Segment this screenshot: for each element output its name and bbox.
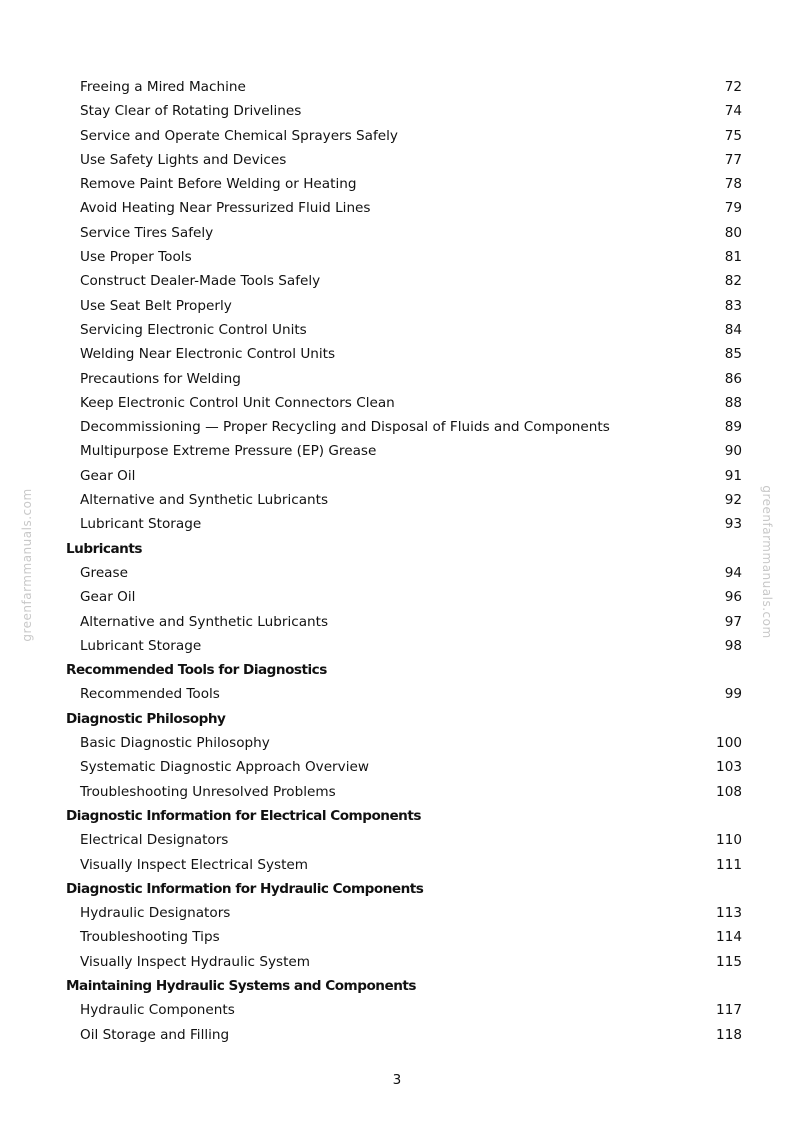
toc-page-number: 84 bbox=[724, 321, 742, 338]
toc-entry-title: Multipurpose Extreme Pressure (EP) Grease bbox=[80, 443, 377, 460]
toc-entry-title: Oil Storage and Filling bbox=[80, 1026, 230, 1043]
toc-page-number: 99 bbox=[724, 686, 742, 703]
toc-entry-title: Gear Oil bbox=[80, 589, 136, 606]
toc-section-title: Diagnostic Philosophy bbox=[66, 710, 226, 727]
toc-entry-title: Recommended Tools bbox=[80, 686, 220, 703]
toc-page-number: 90 bbox=[724, 443, 742, 460]
toc-entry[interactable] bbox=[0, 415, 794, 439]
toc-entry[interactable] bbox=[0, 75, 794, 99]
toc-entry-title: Lubricant Storage bbox=[80, 637, 202, 654]
toc-page-number: 117 bbox=[716, 1002, 742, 1019]
toc-entry-title: Hydraulic Designators bbox=[80, 905, 231, 922]
toc-section-title: Lubricants bbox=[66, 540, 142, 557]
toc-entry[interactable] bbox=[0, 950, 794, 974]
toc-entry[interactable] bbox=[0, 610, 794, 634]
toc-entry-title: Use Safety Lights and Devices bbox=[80, 151, 287, 168]
toc-entry[interactable] bbox=[0, 634, 794, 658]
toc-entry-title: Construct Dealer-Made Tools Safely bbox=[80, 273, 321, 290]
toc-entry[interactable] bbox=[0, 464, 794, 488]
toc-page-number: 100 bbox=[716, 735, 742, 752]
toc-entry[interactable] bbox=[0, 391, 794, 415]
toc-entry-title: Troubleshooting Unresolved Problems bbox=[80, 783, 336, 800]
toc-entry-title: Visually Inspect Electrical System bbox=[80, 856, 309, 873]
toc-entry-title: Remove Paint Before Welding or Heating bbox=[80, 176, 357, 193]
toc-section-title: Recommended Tools for Diagnostics bbox=[66, 662, 327, 679]
toc-page-number: 86 bbox=[724, 370, 742, 387]
toc-section-title: Diagnostic Information for Electrical Components bbox=[66, 807, 421, 824]
toc-entry[interactable] bbox=[0, 221, 794, 245]
toc-entry[interactable] bbox=[0, 1023, 794, 1047]
toc-page-number: 85 bbox=[724, 346, 742, 363]
toc-section-heading[interactable] bbox=[0, 658, 794, 682]
toc-entry-title: Alternative and Synthetic Lubricants bbox=[80, 613, 329, 630]
toc-page-number: 110 bbox=[716, 832, 742, 849]
toc-entry-title: Basic Diagnostic Philosophy bbox=[80, 735, 270, 752]
toc-entry-title: Visually Inspect Hydraulic System bbox=[80, 953, 311, 970]
toc-page-number: 77 bbox=[724, 151, 742, 168]
page-number: 3 bbox=[392, 1072, 402, 1088]
toc-page-number: 78 bbox=[724, 176, 742, 193]
toc-page-number: 118 bbox=[716, 1026, 742, 1043]
toc-page-number: 81 bbox=[724, 249, 742, 266]
toc-entry[interactable] bbox=[0, 512, 794, 536]
toc-page-number: 93 bbox=[724, 516, 742, 533]
toc-entry[interactable] bbox=[0, 998, 794, 1022]
toc-entry[interactable] bbox=[0, 342, 794, 366]
toc-entry[interactable] bbox=[0, 925, 794, 949]
toc-entry[interactable] bbox=[0, 780, 794, 804]
toc-entry[interactable] bbox=[0, 196, 794, 220]
toc-entry[interactable] bbox=[0, 682, 794, 706]
toc-entry-title: Systematic Diagnostic Approach Overview bbox=[80, 759, 369, 776]
toc-section-heading[interactable] bbox=[0, 537, 794, 561]
toc-entry[interactable] bbox=[0, 367, 794, 391]
toc-entry-title: Service and Operate Chemical Sprayers Safely bbox=[80, 127, 398, 144]
toc-page-number: 111 bbox=[716, 856, 742, 873]
toc-section-heading[interactable] bbox=[0, 707, 794, 731]
toc-entry[interactable] bbox=[0, 901, 794, 925]
toc-page-number: 79 bbox=[724, 200, 742, 217]
toc-entry[interactable] bbox=[0, 124, 794, 148]
toc-entry-title: Alternative and Synthetic Lubricants bbox=[80, 492, 329, 509]
toc-page-number: 115 bbox=[716, 953, 742, 970]
toc-entry-title: Lubricant Storage bbox=[80, 516, 202, 533]
toc-page-number: 80 bbox=[724, 224, 742, 241]
toc-entry-title: Precautions for Welding bbox=[80, 370, 241, 387]
toc-section-title: Diagnostic Information for Hydraulic Components bbox=[66, 880, 424, 897]
toc-page-number: 89 bbox=[724, 419, 742, 436]
toc-section-heading[interactable] bbox=[0, 877, 794, 901]
toc-page-number: 96 bbox=[724, 589, 742, 606]
toc-entry-title: Electrical Designators bbox=[80, 832, 229, 849]
toc-entry[interactable] bbox=[0, 731, 794, 755]
toc-page-number: 92 bbox=[724, 492, 742, 509]
toc-page-number: 113 bbox=[716, 905, 742, 922]
table-of-contents bbox=[0, 75, 794, 1047]
toc-entry-title: Troubleshooting Tips bbox=[80, 929, 220, 946]
watermark-left: greenfarmmanuals.com bbox=[20, 488, 34, 642]
toc-page-number: 94 bbox=[724, 564, 742, 581]
toc-entry-title: Grease bbox=[80, 564, 128, 581]
toc-page-number: 114 bbox=[716, 929, 742, 946]
toc-page-number: 108 bbox=[716, 783, 742, 800]
toc-entry[interactable] bbox=[0, 439, 794, 463]
toc-page-number: 91 bbox=[724, 467, 742, 484]
toc-section-heading[interactable] bbox=[0, 804, 794, 828]
toc-entry[interactable] bbox=[0, 269, 794, 293]
toc-section-heading[interactable] bbox=[0, 974, 794, 998]
toc-entry-title: Servicing Electronic Control Units bbox=[80, 321, 307, 338]
toc-entry[interactable] bbox=[0, 99, 794, 123]
toc-entry[interactable] bbox=[0, 561, 794, 585]
toc-entry-title: Use Proper Tools bbox=[80, 249, 192, 266]
toc-page-number: 75 bbox=[724, 127, 742, 144]
toc-entry-title: Hydraulic Components bbox=[80, 1002, 235, 1019]
toc-entry[interactable] bbox=[0, 853, 794, 877]
toc-entry[interactable] bbox=[0, 755, 794, 779]
toc-page-number: 98 bbox=[724, 637, 742, 654]
toc-entry[interactable] bbox=[0, 585, 794, 609]
toc-entry[interactable] bbox=[0, 294, 794, 318]
toc-entry[interactable] bbox=[0, 828, 794, 852]
toc-entry[interactable] bbox=[0, 172, 794, 196]
toc-page-number: 88 bbox=[724, 394, 742, 411]
toc-entry[interactable] bbox=[0, 488, 794, 512]
toc-page-number: 74 bbox=[724, 103, 742, 120]
toc-entry[interactable] bbox=[0, 245, 794, 269]
toc-page-number: 83 bbox=[724, 297, 742, 314]
toc-entry-title: Gear Oil bbox=[80, 467, 136, 484]
toc-entry-title: Keep Electronic Control Unit Connectors Clean bbox=[80, 394, 395, 411]
toc-page-number: 97 bbox=[724, 613, 742, 630]
toc-entry-title: Avoid Heating Near Pressurized Fluid Lines bbox=[80, 200, 371, 217]
toc-entry[interactable] bbox=[0, 148, 794, 172]
toc-page-number: 72 bbox=[724, 79, 742, 95]
toc-page-number: 82 bbox=[724, 273, 742, 290]
toc-entry-title: Use Seat Belt Properly bbox=[80, 297, 232, 314]
toc-page-number: 103 bbox=[716, 759, 742, 776]
toc-entry-title: Welding Near Electronic Control Units bbox=[80, 346, 336, 363]
toc-entry[interactable] bbox=[0, 318, 794, 342]
toc-entry-title: Freeing a Mired Machine bbox=[80, 79, 246, 95]
watermark-right: greenfarmmanuals.com bbox=[760, 485, 774, 639]
toc-entry-title: Decommissioning — Proper Recycling and Disposal of Fluids and Components bbox=[80, 419, 610, 436]
toc-section-title: Maintaining Hydraulic Systems and Components bbox=[66, 977, 416, 994]
toc-entry-title: Service Tires Safely bbox=[80, 224, 214, 241]
toc-entry-title: Stay Clear of Rotating Drivelines bbox=[80, 103, 302, 120]
